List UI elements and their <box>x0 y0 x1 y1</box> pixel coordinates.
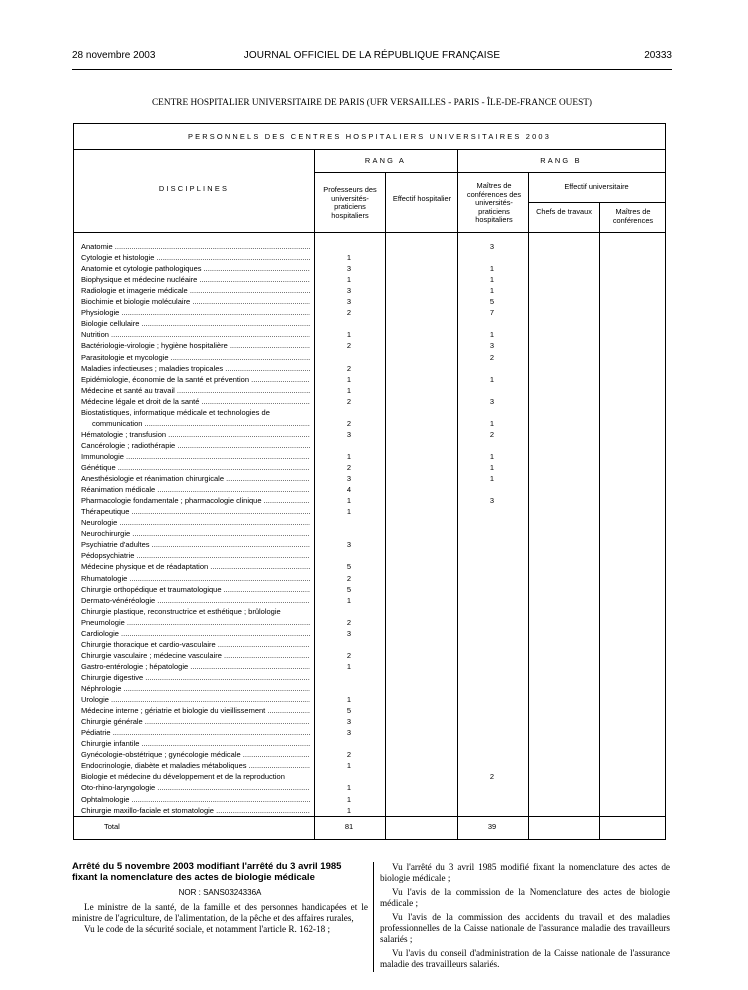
rang-a-value: 1 <box>346 805 352 815</box>
rang-a-header: RANG A <box>364 156 407 165</box>
discipline-label: Rhumatologie <box>81 573 128 583</box>
discipline-label: Médecine légale et droit de la santé <box>81 396 200 406</box>
discipline-name <box>81 296 310 307</box>
rang-a-value: 5 <box>346 562 352 572</box>
table-row <box>74 749 665 760</box>
discipline-name <box>81 241 310 252</box>
table-row <box>74 694 665 705</box>
discipline-name <box>81 617 310 628</box>
rang-a-value: 1 <box>346 507 352 517</box>
discipline-label: Biostatistiques, informatique médicale et technologies de <box>81 407 270 417</box>
table-row <box>74 738 665 749</box>
discipline-label: Anatomie et cytologie pathologiques <box>81 264 202 274</box>
total-rang-b: 39 <box>487 822 497 831</box>
total-label: Total <box>104 822 120 831</box>
table-row <box>74 385 665 396</box>
discipline-name <box>81 749 310 760</box>
table-row <box>74 307 665 318</box>
discipline-label: Chirurgie digestive <box>81 672 144 682</box>
table-title: PERSONNELS DES CENTRES HOSPITALIERS UNIVERSITAIRES 2003 <box>187 132 552 141</box>
discipline-name <box>81 539 310 550</box>
table-rule <box>74 149 665 150</box>
rang-a-value: 3 <box>346 628 352 638</box>
table-rule <box>528 202 665 203</box>
table-row <box>74 363 665 374</box>
discipline-label: Pédiatrie <box>81 728 111 738</box>
discipline-name <box>81 705 310 716</box>
discipline-label: Urologie <box>81 695 109 705</box>
discipline-name <box>81 672 310 683</box>
discipline-name <box>81 805 310 816</box>
table-row <box>74 639 665 650</box>
table-row <box>74 318 665 329</box>
discipline-label: Néphrologie <box>81 684 122 693</box>
running-header <box>72 50 672 64</box>
table-row <box>74 407 665 428</box>
rang-b-value: 3 <box>489 341 495 351</box>
discipline-label: Ophtalmologie <box>81 794 130 804</box>
discipline-name <box>81 760 310 771</box>
discipline-label: communication <box>92 418 143 428</box>
rang-b-value: 1 <box>489 330 495 340</box>
rang-b-value: 3 <box>489 496 495 506</box>
table-row <box>74 661 665 672</box>
maitres-header: Maîtres de conférences des universités-praticiens hospitaliers <box>466 181 522 225</box>
rang-a-value: 5 <box>346 706 352 716</box>
discipline-name <box>81 639 310 650</box>
discipline-name <box>81 782 310 793</box>
discipline-name <box>81 584 310 595</box>
table-row <box>74 561 665 572</box>
discipline-name <box>81 462 310 473</box>
discipline-label: Chirurgie maxillo-faciale et stomatologie <box>81 805 214 815</box>
discipline-label: Bactériologie-virologie ; hygiène hospitalière <box>81 341 228 351</box>
discipline-name <box>81 340 310 351</box>
rang-a-value: 1 <box>346 496 352 506</box>
discipline-name <box>81 352 310 363</box>
table-row <box>74 539 665 550</box>
rang-a-value: 1 <box>346 275 352 285</box>
article-paragraph: Vu l'avis du conseil d'administration de la Caisse nationale de l'assurance maladie des travailleurs salariés. <box>380 948 670 969</box>
discipline-label: Médecine interne ; gériatrie et biologie du vieillissement <box>81 706 266 716</box>
table-row <box>74 617 665 628</box>
discipline-label: Réanimation médicale <box>81 485 156 495</box>
rang-a-value: 1 <box>346 385 352 395</box>
table-rule <box>314 172 665 173</box>
discipline-name <box>81 440 310 451</box>
rang-a-value: 1 <box>346 595 352 605</box>
table-row <box>74 506 665 517</box>
table-row <box>74 329 665 340</box>
maitres-conferences-header: Maîtres de conférences <box>612 207 654 225</box>
rang-b-value: 2 <box>489 772 495 782</box>
discipline-name <box>81 561 310 572</box>
rang-b-value: 1 <box>489 463 495 472</box>
discipline-name <box>81 517 310 528</box>
article-right-column <box>380 862 670 973</box>
rang-b-value: 3 <box>489 242 495 251</box>
rang-a-value: 4 <box>346 485 352 495</box>
discipline-name <box>81 738 310 749</box>
table-row <box>74 263 665 274</box>
rang-a-value: 3 <box>346 264 352 274</box>
discipline-name <box>81 606 310 617</box>
article-paragraph: Vu le code de la sécurité sociale, et notamment l'article R. 162-18 ; <box>84 924 331 934</box>
table-row <box>74 462 665 473</box>
discipline-label: Dermato-vénéréologie <box>81 595 156 605</box>
discipline-name <box>81 506 310 517</box>
rang-a-value: 1 <box>346 783 352 793</box>
table-row <box>74 396 665 407</box>
rang-a-value: 2 <box>346 573 352 583</box>
table-row <box>74 429 665 440</box>
discipline-label: Cancérologie ; radiothérapie <box>81 440 176 450</box>
rang-a-value: 2 <box>346 418 352 428</box>
discipline-label: Gynécologie-obstétrique ; gynécologie médicale <box>81 750 241 760</box>
prof-header: Professeurs des universités-praticiens hospitaliers <box>323 185 377 220</box>
disciplines-header: DISCIPLINES <box>158 184 230 193</box>
discipline-label: Cardiologie <box>81 628 119 638</box>
table-row <box>74 473 665 484</box>
rang-b-value: 1 <box>489 264 495 274</box>
discipline-label: Endocrinologie, diabète et maladies métaboliques <box>81 761 247 771</box>
rang-a-value: 1 <box>346 330 352 340</box>
article-paragraph: Vu l'arrêté du 3 avril 1985 modifié fixant la nomenclature des actes de biologie médicale ; <box>380 862 670 883</box>
discipline-name <box>81 650 310 661</box>
discipline-label: Pédopsychiatrie <box>81 551 135 561</box>
table-row <box>74 650 665 661</box>
table-row <box>74 340 665 351</box>
discipline-name <box>81 628 310 639</box>
rang-a-value: 1 <box>346 661 352 671</box>
discipline-name <box>81 661 310 672</box>
discipline-name <box>81 495 310 506</box>
discipline-name <box>81 771 310 782</box>
discipline-label: Maladies infectieuses ; maladies tropicales <box>81 363 224 373</box>
table-row <box>74 760 665 771</box>
table-row <box>74 782 665 793</box>
table-row <box>74 606 665 617</box>
table-row <box>74 517 665 528</box>
discipline-name <box>81 285 310 296</box>
discipline-name <box>81 407 310 418</box>
discipline-name <box>81 473 310 484</box>
discipline-name <box>81 318 310 329</box>
rang-a-value: 5 <box>346 584 352 594</box>
rang-a-value: 3 <box>346 297 352 307</box>
discipline-label: Génétique <box>81 463 116 472</box>
discipline-label: Chirurgie orthopédique et traumatologique <box>81 584 222 594</box>
total-rang-a: 81 <box>344 822 354 831</box>
discipline-name <box>81 263 310 274</box>
rang-a-value: 3 <box>346 540 352 550</box>
header-page-number: 20333 <box>644 50 672 61</box>
table-row <box>74 672 665 683</box>
discipline-label: Neurologie <box>81 518 118 528</box>
discipline-name <box>81 374 310 385</box>
rang-b-value: 1 <box>489 418 495 428</box>
discipline-label: Chirurgie générale <box>81 717 143 727</box>
discipline-label: Biologie cellulaire <box>81 319 140 329</box>
rang-b-value: 1 <box>489 286 495 296</box>
table-row <box>74 451 665 462</box>
discipline-label: Chirurgie infantile <box>81 739 140 749</box>
article-paragraph: Le ministre de la santé, de la famille et des personnes handicapées et le ministre de l'agriculture, de l'alimentation, de la pêche et des affaires rurales, <box>72 902 368 923</box>
discipline-label: Physiologie <box>81 308 120 318</box>
chefs-travaux-header: Chefs de travaux <box>536 207 592 216</box>
discipline-name <box>81 550 310 561</box>
staff-table <box>73 123 666 840</box>
effectif-hospitalier-header: Effectif hospitalier <box>392 194 452 203</box>
institution-title: CENTRE HOSPITALIER UNIVERSITAIRE DE PARIS (UFR VERSAILLES - PARIS - ÎLE-DE-FRANCE OUEST) <box>151 98 593 108</box>
discipline-name <box>81 694 310 705</box>
discipline-name <box>81 794 310 805</box>
table-row <box>74 550 665 561</box>
table-row <box>74 296 665 307</box>
table-row <box>74 628 665 639</box>
rang-a-value: 1 <box>346 695 352 705</box>
table-row <box>74 374 665 385</box>
discipline-label: Pharmacologie fondamentale ; pharmacologie clinique <box>81 496 262 506</box>
table-row <box>74 241 665 252</box>
discipline-label: Psychiatrie d'adultes <box>81 540 150 550</box>
table-row <box>74 716 665 727</box>
discipline-label: Hématologie ; transfusion <box>81 429 167 439</box>
discipline-label: Chirurgie thoracique et cardio-vasculaire <box>81 639 216 649</box>
table-row <box>74 805 665 816</box>
discipline-label: Neurochirurgie <box>81 529 131 539</box>
discipline-name <box>81 573 310 584</box>
rang-a-value: 2 <box>346 750 352 760</box>
rang-a-value: 2 <box>346 396 352 406</box>
rang-a-value: 2 <box>346 650 352 660</box>
discipline-label: Anesthésiologie et réanimation chirurgicale <box>81 474 224 484</box>
header-date: 28 novembre 2003 <box>72 50 156 61</box>
table-row <box>74 584 665 595</box>
discipline-name <box>81 595 310 606</box>
discipline-label: Radiologie et imagerie médicale <box>81 286 188 296</box>
table-rule <box>74 232 665 233</box>
rang-b-value: 3 <box>489 396 495 406</box>
rang-b-value: 1 <box>489 275 495 285</box>
discipline-name <box>81 716 310 727</box>
article-title: Arrêté du 5 novembre 2003 modifiant l'arrêté du 3 avril 1985 fixant la nomenclature des actes de biologie médicale <box>72 861 342 883</box>
table-row <box>74 573 665 584</box>
column-separator <box>373 862 374 972</box>
rang-b-value: 2 <box>489 352 495 362</box>
discipline-name <box>81 429 310 440</box>
rang-a-value: 2 <box>346 463 352 472</box>
discipline-name <box>81 683 310 694</box>
discipline-label: Epidémiologie, économie de la santé et prévention <box>81 374 250 384</box>
rang-b-value: 7 <box>489 308 495 318</box>
rang-a-value: 3 <box>346 474 352 484</box>
article-left-column <box>72 862 368 935</box>
rang-a-value: 1 <box>346 253 352 263</box>
table-rule <box>74 816 665 817</box>
discipline-label: Oto-rhino-laryngologie <box>81 783 156 793</box>
discipline-label: Médecine physique et de réadaptation <box>81 562 209 572</box>
discipline-label: Gastro-entérologie ; hépatologie <box>81 661 189 671</box>
total-row <box>74 821 665 832</box>
nor-reference: NOR : SANS0324336A <box>178 888 262 897</box>
header-journal-title: JOURNAL OFFICIEL DE LA RÉPUBLIQUE FRANÇAISE <box>243 50 501 61</box>
discipline-label: Anatomie <box>81 242 113 251</box>
rang-b-header: RANG B <box>540 156 582 165</box>
discipline-name <box>81 727 310 738</box>
rang-b-value: 5 <box>489 297 495 307</box>
discipline-name <box>81 252 310 263</box>
discipline-name <box>81 451 310 462</box>
rang-a-value: 3 <box>346 429 352 439</box>
effectif-universitaire-header: Effectif universitaire <box>564 182 629 191</box>
discipline-name <box>81 274 310 285</box>
rang-b-value: 1 <box>489 451 495 461</box>
rang-a-value: 1 <box>346 451 352 461</box>
discipline-name <box>81 307 310 318</box>
table-row <box>74 727 665 738</box>
article-paragraph: Vu l'avis de la commission des accidents du travail et des maladies professionnelles de la Caisse nationale de l'assurance maladie des travailleurs salariés ; <box>380 912 670 944</box>
rang-a-value: 1 <box>346 374 352 384</box>
header-rule <box>72 69 672 70</box>
discipline-name-continued <box>92 418 310 429</box>
discipline-name <box>81 385 310 396</box>
table-row <box>74 285 665 296</box>
rang-a-value: 1 <box>346 794 352 804</box>
rang-a-value: 2 <box>346 617 352 627</box>
table-row <box>74 352 665 363</box>
rang-a-value: 2 <box>346 308 352 318</box>
article-paragraph: Vu l'avis de la commission de la Nomenclature des actes de biologie médicale ; <box>380 887 670 908</box>
discipline-label: Cytologie et histologie <box>81 253 155 263</box>
rang-a-value: 3 <box>346 286 352 296</box>
rang-a-value: 2 <box>346 363 352 373</box>
discipline-label: Immunologie <box>81 451 124 461</box>
rang-b-value: 2 <box>489 429 495 439</box>
rang-a-value: 2 <box>346 341 352 351</box>
table-row <box>74 705 665 716</box>
table-row <box>74 484 665 495</box>
table-row <box>74 495 665 506</box>
rang-a-value: 3 <box>346 728 352 738</box>
table-row <box>74 595 665 606</box>
discipline-name <box>81 484 310 495</box>
discipline-label: Médecine et santé au travail <box>81 385 175 395</box>
table-row <box>74 683 665 694</box>
discipline-label: Thérapeutique <box>81 507 130 517</box>
discipline-label: Chirurgie plastique, reconstructrice et esthétique ; brûlologie <box>81 606 281 616</box>
discipline-name <box>81 528 310 539</box>
table-row <box>74 252 665 263</box>
discipline-label: Biochimie et biologie moléculaire <box>81 297 191 307</box>
discipline-name <box>81 329 310 340</box>
discipline-name <box>81 396 310 407</box>
rang-b-value: 1 <box>489 374 495 384</box>
table-row <box>74 528 665 539</box>
discipline-label: Nutrition <box>81 330 109 340</box>
rang-a-value: 1 <box>346 761 352 771</box>
rang-a-value: 3 <box>346 717 352 727</box>
table-row <box>74 794 665 805</box>
table-row <box>74 440 665 451</box>
discipline-label: Biophysique et médecine nucléaire <box>81 275 198 285</box>
table-row <box>74 771 665 782</box>
discipline-label: Pneumologie <box>81 617 125 627</box>
discipline-label: Parasitologie et mycologie <box>81 352 169 362</box>
table-row <box>74 274 665 285</box>
discipline-label: Chirurgie vasculaire ; médecine vasculaire <box>81 650 222 660</box>
discipline-name <box>81 363 310 374</box>
rang-b-value: 1 <box>489 474 495 484</box>
discipline-label: Biologie et médecine du développement et de la reproduction <box>81 772 285 782</box>
